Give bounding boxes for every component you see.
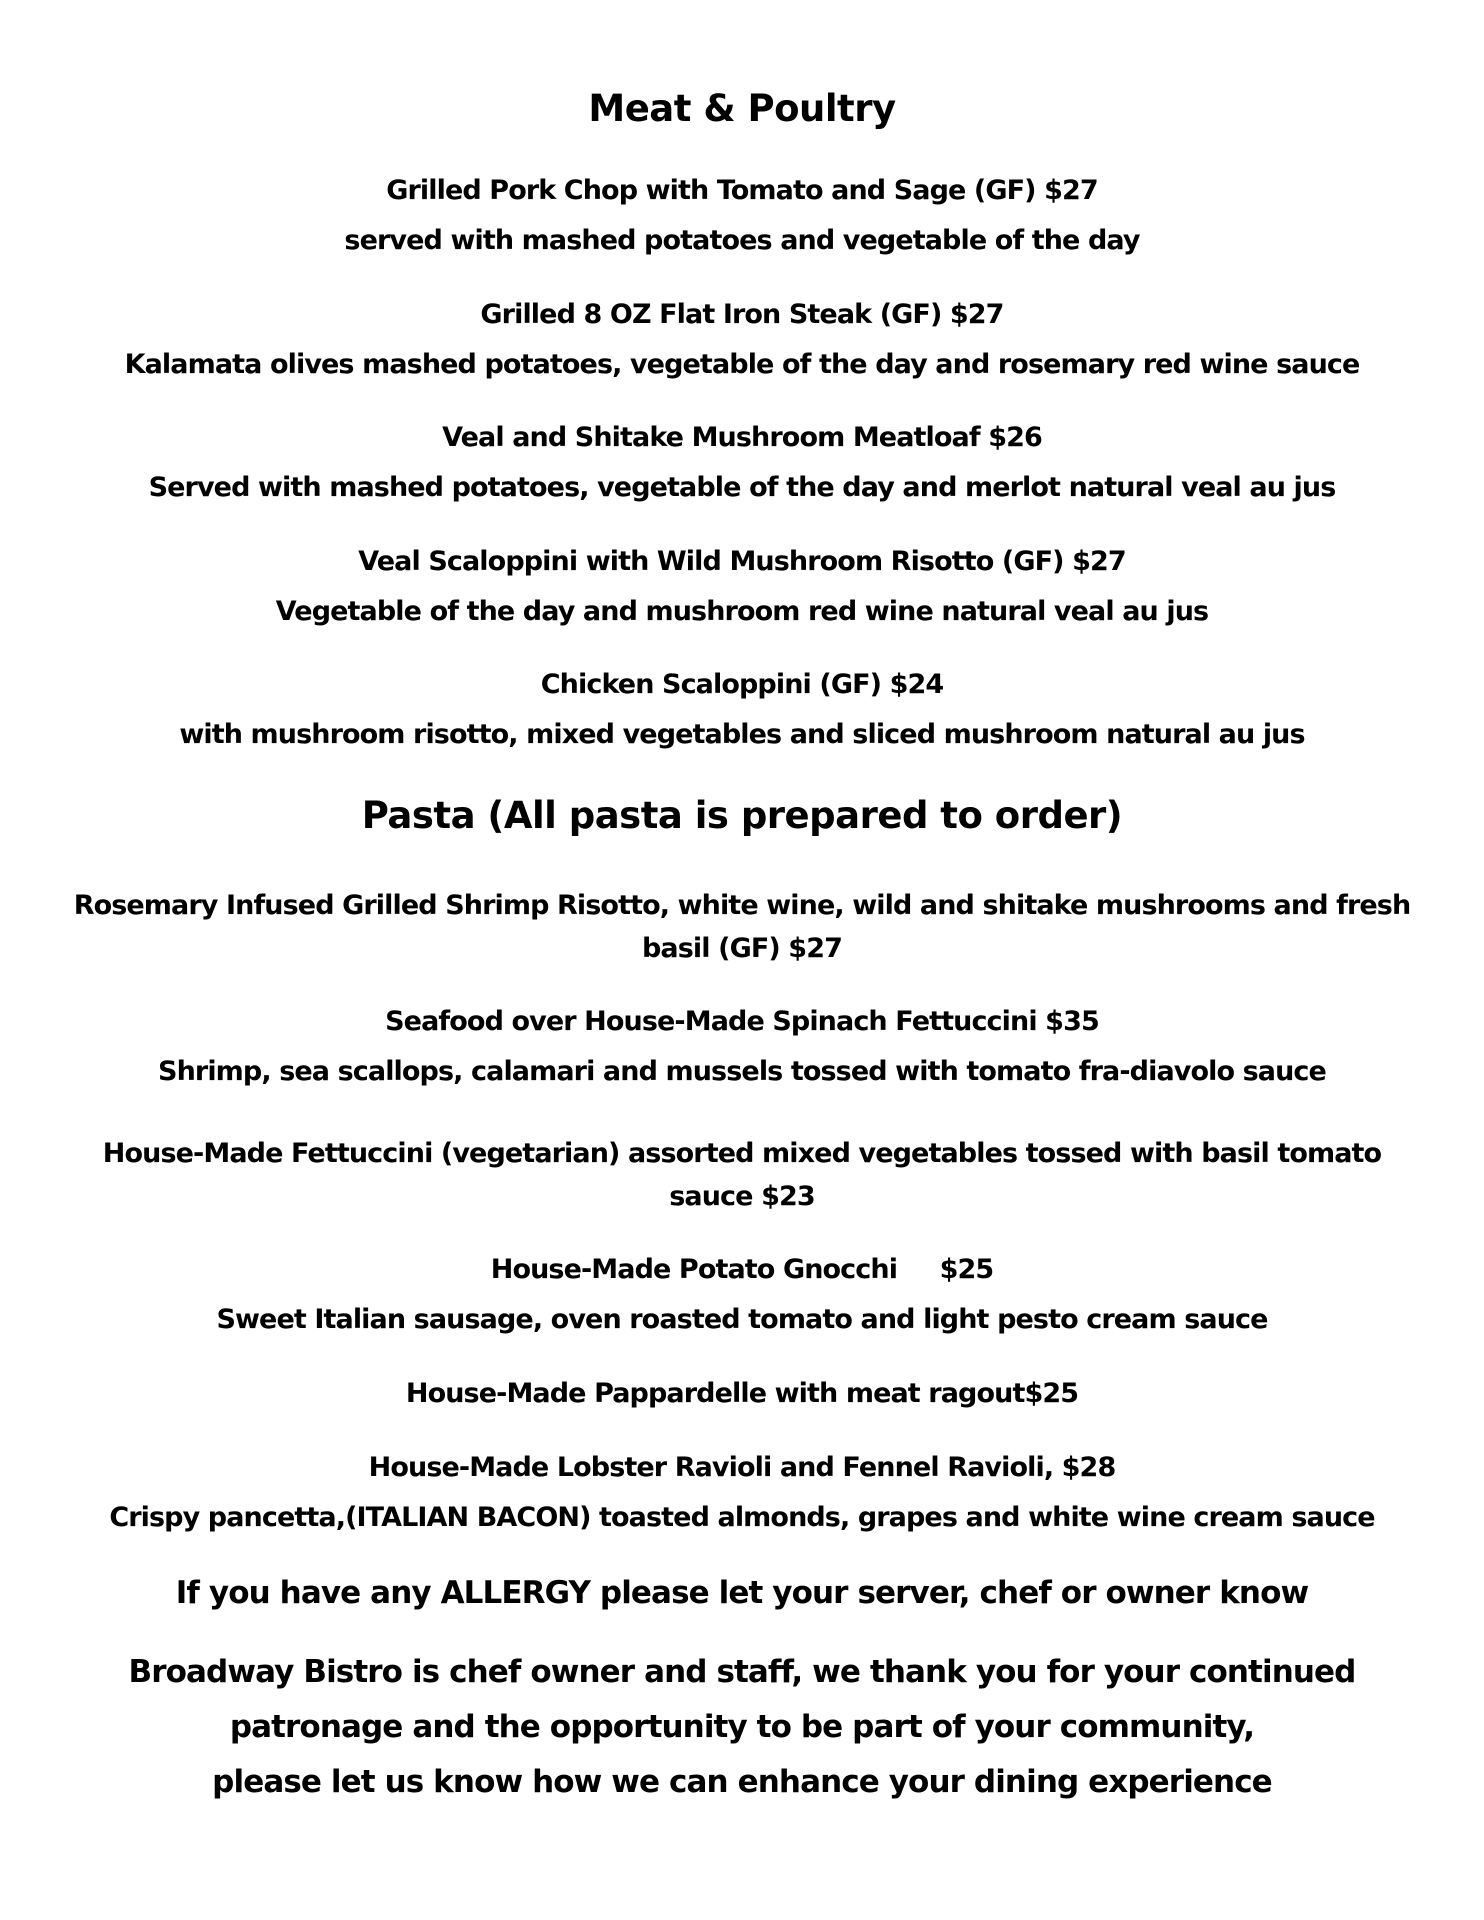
menu-item-title: Veal Scaloppini with Wild Mushroom Risotto (GF) $27	[358, 546, 1126, 577]
menu-item-title: Grilled Pork Chop with Tomato and Sage (GF) $27	[386, 175, 1098, 206]
menu-item-title-line: sauce $23	[669, 1181, 815, 1212]
menu-item-title	[70, 892, 1414, 962]
section-heading-pasta: Pasta (All pasta is prepared to order)	[361, 794, 1123, 837]
menu-item-title: Veal and Shitake Mushroom Meatloaf $26	[442, 422, 1042, 453]
menu-item-description: with mushroom risotto, mixed vegetables and sliced mushroom natural au jus	[179, 719, 1305, 750]
menu-item-title: House-Made Pappardelle with meat ragout$25	[405, 1378, 1079, 1409]
menu-item-description: served with mashed potatoes and vegetable of the day	[344, 225, 1140, 256]
thank-you-line: Broadway Bistro is chef owner and staff, we thank you for your continued	[128, 1654, 1356, 1690]
thank-you-line: please let us know how we can enhance your dining experience	[212, 1764, 1272, 1800]
menu-item-description: Vegetable of the day and mushroom red wine natural veal au jus	[275, 596, 1209, 627]
menu-item-title-line: Rosemary Infused Grilled Shrimp Risotto, white wine, wild and shitake mushrooms and fresh	[73, 890, 1411, 921]
menu-item-title: Seafood over House-Made Spinach Fettuccini $35	[385, 1006, 1099, 1037]
section-heading-meat-poultry: Meat & Poultry	[588, 87, 896, 130]
menu-item-description: Shrimp, sea scallops, calamari and mussels tossed with tomato fra-diavolo sauce	[158, 1056, 1326, 1087]
menu-item-description: Sweet Italian sausage, oven roasted tomato and light pesto cream sauce	[216, 1304, 1268, 1335]
menu-item-description: Kalamata olives mashed potatoes, vegetable of the day and rosemary red wine sauce	[124, 349, 1360, 380]
menu-item-title: Chicken Scaloppini (GF) $24	[540, 669, 944, 700]
menu-item-title-line: basil (GF) $27	[642, 933, 842, 964]
allergy-note: If you have any ALLERGY please let your server, chef or owner know	[175, 1575, 1309, 1611]
menu-item-description: Crispy pancetta,(ITALIAN BACON) toasted almonds, grapes and white wine cream sauce	[109, 1502, 1375, 1533]
menu-item-title: House-Made Lobster Ravioli and Fennel Ravioli, $28	[368, 1452, 1116, 1483]
thank-you-line: patronage and the opportunity to be part of your community,	[229, 1709, 1255, 1745]
menu-item-description: Served with mashed potatoes, vegetable of the day and merlot natural veal au jus	[148, 472, 1336, 503]
menu-item-title: House-Made Potato Gnocchi $25	[490, 1254, 994, 1285]
menu-item-title	[70, 1140, 1414, 1210]
menu-item-title: Grilled 8 OZ Flat Iron Steak (GF) $27	[480, 299, 1004, 330]
menu-item-title-line: House-Made Fettuccini (vegetarian) assorted mixed vegetables tossed with basil tomato	[102, 1138, 1382, 1169]
